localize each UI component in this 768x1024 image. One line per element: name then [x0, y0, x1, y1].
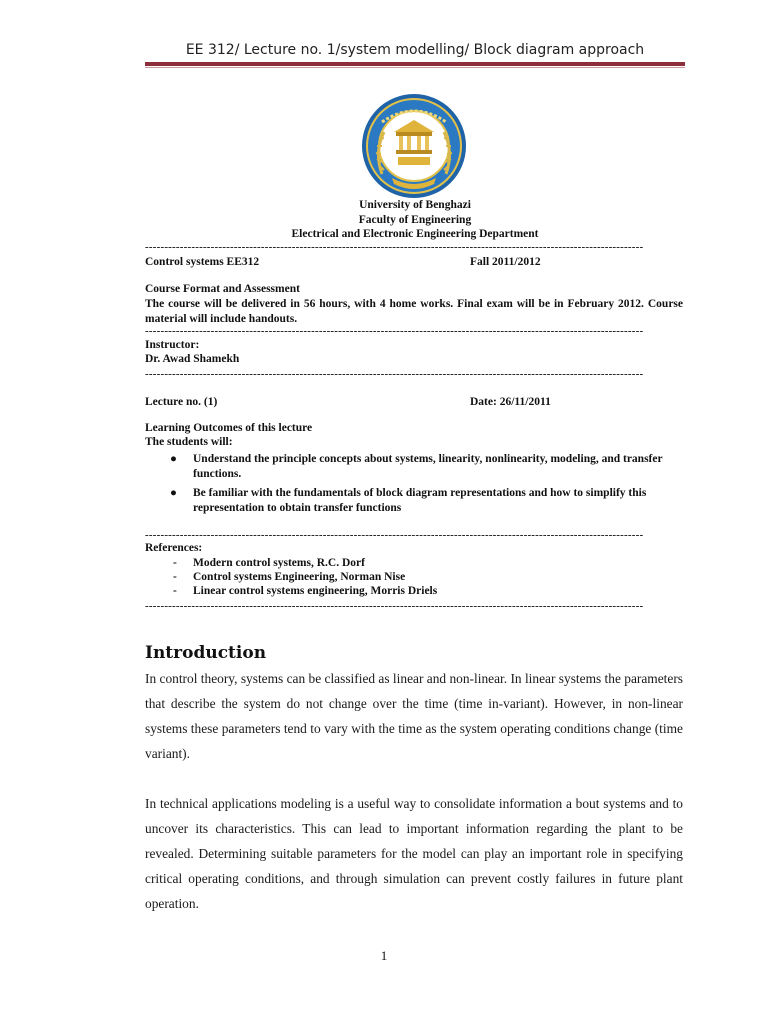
- divider-line: ---------------------------------------------------------------------------------------------------------------------------------: [145, 601, 644, 611]
- outcome-text: Understand the principle concepts about systems, linearity, nonlinearity, modeling, and transfer functions.: [193, 453, 663, 480]
- lecture-number: Lecture no. (1): [145, 396, 218, 408]
- institution-block: [145, 198, 685, 242]
- outcome-text: Be familiar with the fundamentals of block diagram representations and how to simplify this representation to obtain transfer functions: [193, 487, 647, 514]
- divider-line: ---------------------------------------------------------------------------------------------------------------------------------: [145, 369, 644, 379]
- list-item: [165, 584, 665, 598]
- page-number: 1: [380, 948, 388, 963]
- reference-text: Modern control systems, R.C. Dorf: [193, 557, 365, 569]
- list-item: [165, 570, 665, 584]
- bullet-icon: ●: [170, 453, 177, 465]
- course-term: Fall 2011/2012: [470, 256, 541, 268]
- paragraph: In technical applications modeling is a useful way to consolidate information a bout systems and to uncover its characteristics. This can lead to important information regarding the plant to be revealed. Determining suitable parameters for the model can play an important role in specifying critical operating conditions, and through simulation can prevent costly failures in future plant operation.: [145, 796, 683, 911]
- outcomes-list: [165, 452, 685, 520]
- paragraph: In control theory, systems can be classified as linear and non-linear. In linear systems the parameters that describe the system do not change over the time (time in-variant). However, in non-linear systems these parameters tend to vary with the time as the system operating conditions change (time variant).: [145, 671, 683, 761]
- university-seal-logo: [358, 92, 470, 200]
- header-rule-thin: [145, 67, 685, 68]
- outcomes-heading: Learning Outcomes of this lecture: [145, 422, 313, 434]
- course-format-heading: Course Format and Assessment: [145, 283, 300, 295]
- instructor-name: Dr. Awad Shamekh: [145, 353, 240, 365]
- references-label: References:: [145, 542, 203, 554]
- faculty-name: Faculty of Engineering: [358, 213, 472, 226]
- list-item: [165, 556, 665, 570]
- reference-text: Control systems Engineering, Norman Nise: [193, 571, 406, 583]
- divider-line: ---------------------------------------------------------------------------------------------------------------------------------: [145, 242, 644, 252]
- instructor-label: Instructor:: [145, 339, 200, 351]
- divider-line: ---------------------------------------------------------------------------------------------------------------------------------: [145, 530, 644, 540]
- course-name: Control systems EE312: [145, 256, 260, 268]
- university-name: University of Benghazi: [359, 199, 471, 211]
- lecture-date: Date: 26/11/2011: [470, 396, 551, 408]
- section-heading: Introduction: [145, 643, 267, 663]
- header-rule: [145, 62, 685, 66]
- dash-bullet: -: [173, 571, 177, 583]
- outcomes-intro: The students will:: [145, 436, 233, 448]
- references-list: [165, 556, 665, 598]
- dash-bullet: -: [173, 585, 177, 597]
- running-header: EE 312/ Lecture no. 1/system modelling/ Block diagram approach: [185, 42, 645, 58]
- divider-line: ---------------------------------------------------------------------------------------------------------------------------------: [145, 326, 644, 336]
- course-format-text: The course will be delivered in 56 hours, with 4 home works. Final exam will be in February 2012. Course material will include handouts.: [145, 298, 683, 325]
- bullet-icon: ●: [170, 487, 177, 499]
- department-name: Electrical and Electronic Engineering Department: [291, 228, 539, 240]
- dash-bullet: -: [173, 557, 177, 569]
- list-item: [165, 486, 685, 515]
- reference-text: Linear control systems engineering, Morris Driels: [193, 585, 438, 597]
- list-item: [165, 452, 685, 481]
